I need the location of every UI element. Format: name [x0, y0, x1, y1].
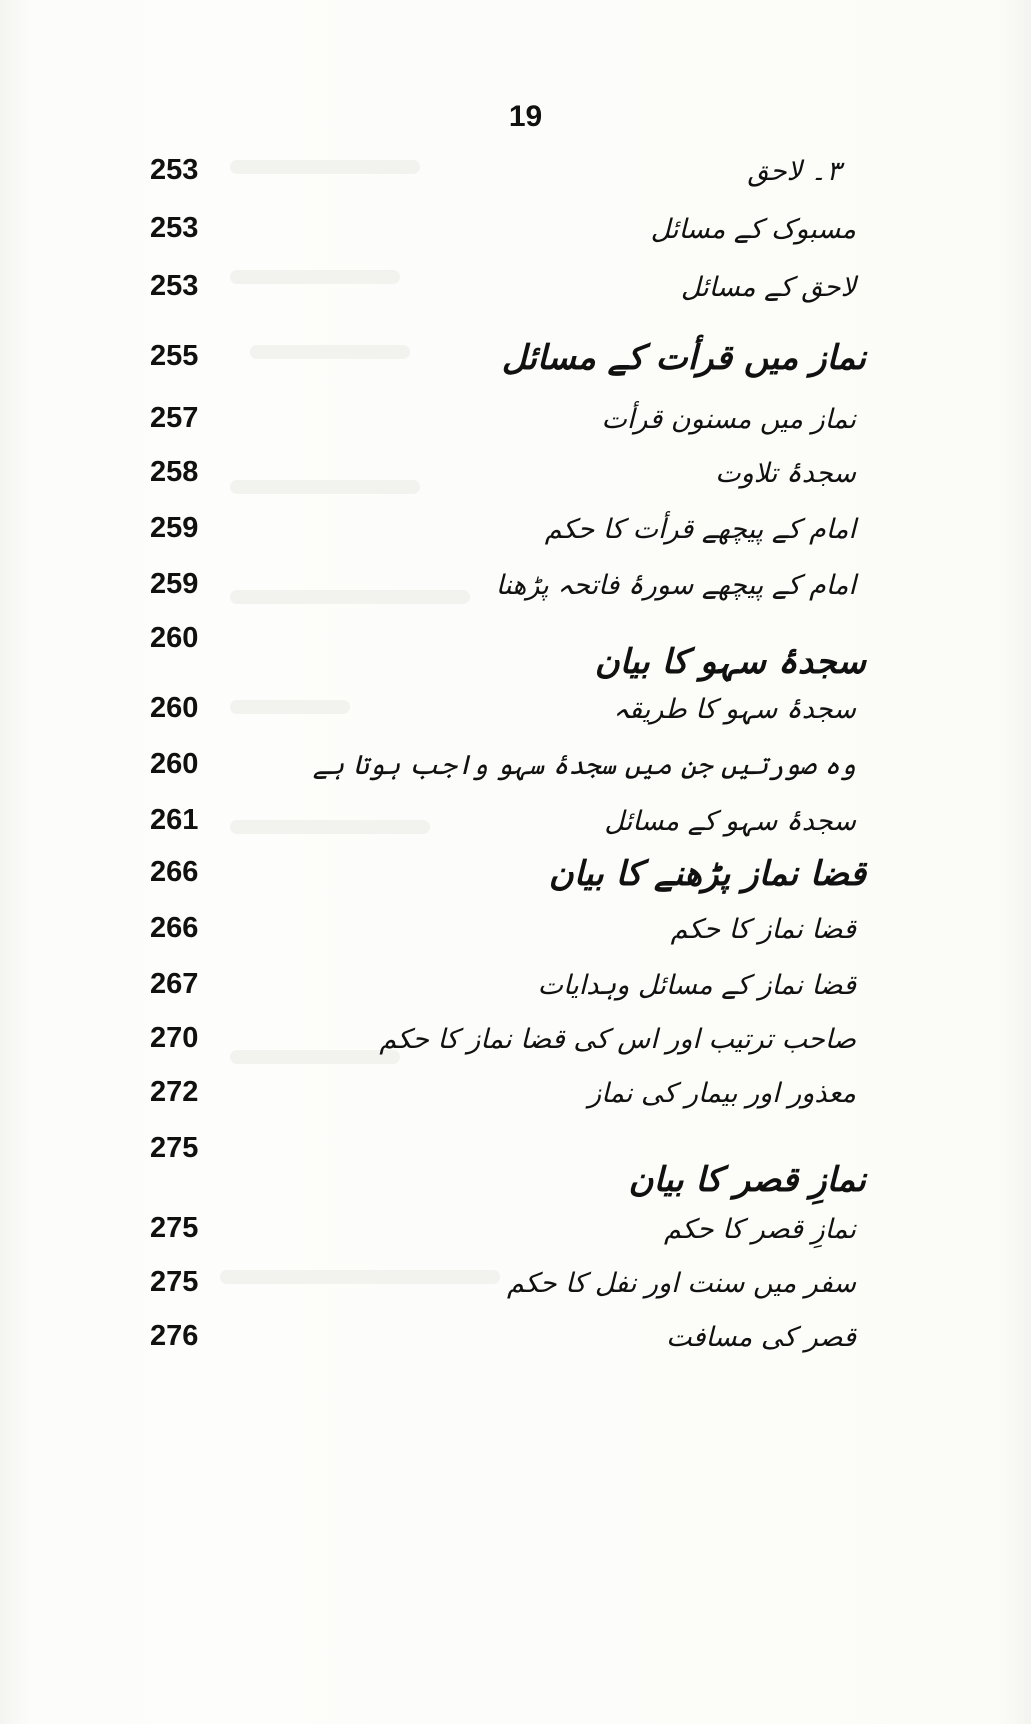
- toc-page-number: 261: [150, 804, 199, 836]
- toc-page-number: 267: [150, 968, 199, 1000]
- toc-entry-title: سجدۂ سہو کے مسائل: [604, 806, 856, 837]
- toc-entry-title: قضا نماز کا حکم: [670, 914, 856, 945]
- toc-entry-title: وہ صورتیں جن میں سجدۂ سہو واجب ہوتا ہے: [312, 750, 856, 781]
- toc-entry-title: سفر میں سنت اور نفل کا حکم: [507, 1268, 856, 1299]
- toc-entry-title: قضا نماز پڑھنے کا بیان: [548, 854, 866, 894]
- toc-page-number: 272: [150, 1076, 199, 1108]
- toc-entry: [0, 266, 1031, 326]
- toc-page-number: 257: [150, 402, 199, 434]
- toc-entry-title: سجدۂ تلاوت: [715, 458, 856, 489]
- toc-page-number: 259: [150, 512, 199, 544]
- toc-entry: [0, 398, 1031, 458]
- toc-page-number: 260: [150, 692, 199, 724]
- toc-entry: [0, 564, 1031, 624]
- page-number: 19: [508, 100, 543, 133]
- toc-entry-title: امام کے پیچھے قرأت کا حکم: [544, 514, 856, 545]
- toc-page-number: 259: [150, 568, 199, 600]
- toc-page-number: 266: [150, 912, 199, 944]
- toc-section-heading: [0, 1128, 1031, 1200]
- toc-entry: [0, 1018, 1031, 1078]
- toc-entry: [0, 150, 1031, 210]
- toc-page-number: 276: [150, 1320, 199, 1352]
- toc-entry: [0, 208, 1031, 268]
- toc-entry-title: صاحب ترتیب اور اس کی قضا نماز کا حکم: [379, 1024, 856, 1055]
- toc-section-heading: [0, 852, 1031, 912]
- toc-section-heading: [0, 618, 1031, 682]
- toc-page-number: 253: [150, 270, 199, 302]
- toc-entry: [0, 800, 1031, 860]
- toc-entry-title: نمازِ قصر کا حکم: [663, 1214, 856, 1245]
- toc-page-number: 270: [150, 1022, 199, 1054]
- toc-entry: [0, 1072, 1031, 1132]
- toc-page-number: 260: [150, 622, 199, 654]
- toc-entry-title: مسبوک کے مسائل: [650, 214, 856, 245]
- toc-entry-title: نماز میں قرأت کے مسائل: [501, 338, 866, 378]
- toc-entry: [0, 908, 1031, 968]
- toc-page-number: 275: [150, 1266, 199, 1298]
- toc-entry: [0, 452, 1031, 512]
- toc-page-number: 275: [150, 1212, 199, 1244]
- toc-page-number: 258: [150, 456, 199, 488]
- toc-page-number: 253: [150, 212, 199, 244]
- toc-entry: [0, 1208, 1031, 1268]
- toc-entry-title: امام کے پیچھے سورۂ فاتحہ پڑھنا: [495, 570, 856, 601]
- toc-entry-title: لاحق کے مسائل: [680, 272, 856, 303]
- toc-entry-title: نماز میں مسنون قرأت: [601, 404, 856, 435]
- toc-entry-title: نمازِ قصر کا بیان: [628, 1160, 866, 1200]
- toc-section-heading: [0, 336, 1031, 396]
- toc-page-number: 255: [150, 340, 199, 372]
- toc-page-number: 266: [150, 856, 199, 888]
- toc-page-number: 275: [150, 1132, 199, 1164]
- toc-entry-title: سجدۂ سہو کا طریقہ: [613, 694, 856, 725]
- toc-entry-title: قصر کی مسافت: [666, 1322, 856, 1353]
- toc-entry-title: سجدۂ سہو کا بیان: [594, 642, 866, 682]
- toc-entry-title: معذور اور بیمار کی نماز: [588, 1078, 856, 1109]
- toc-entry: [0, 688, 1031, 748]
- toc-entry-title: قضا نماز کے مسائل وہدایات: [537, 970, 856, 1001]
- toc-page-number: 253: [150, 154, 199, 186]
- toc-entry: [0, 1316, 1031, 1376]
- toc-entry: [0, 744, 1031, 804]
- toc-entry: [0, 964, 1031, 1024]
- toc-entry: [0, 508, 1031, 568]
- toc-entry-title: ۳۔ لاحق: [747, 156, 841, 187]
- toc-entry: [0, 1262, 1031, 1322]
- toc-page-number: 260: [150, 748, 199, 780]
